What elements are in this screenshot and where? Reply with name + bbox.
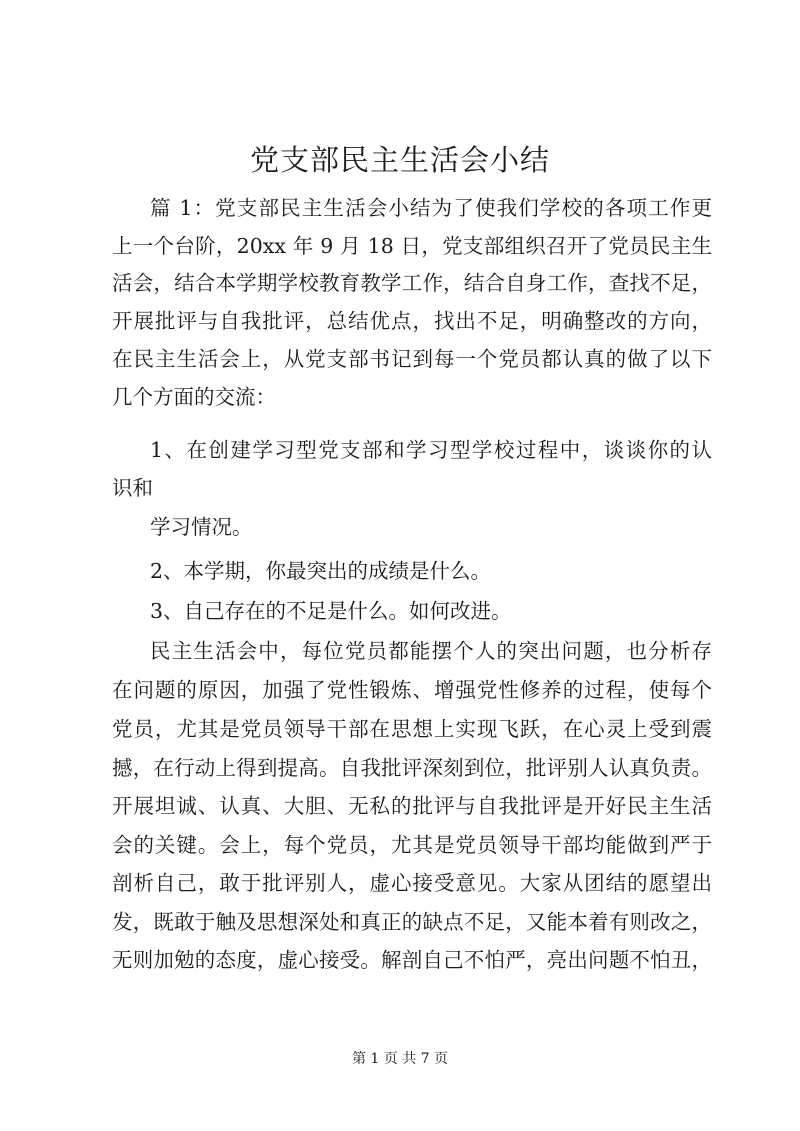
paragraph-line: 剖析自己，敢于批评别人，虚心接受意见。大家从团结的愿望出 — [112, 871, 712, 895]
paragraph-line: 上一个台阶，20xx 年 9 月 18 日，党支部组织召开了党员民主生 — [112, 234, 712, 258]
paragraph-line: 开展批评与自我批评，总结优点，找出不足，明确整改的方向， — [112, 309, 712, 333]
list-item-line: 识和 — [112, 476, 153, 500]
paragraph-line: 无则加勉的态度，虚心接受。解剖自己不怕严，亮出问题不怕丑， — [112, 948, 712, 972]
list-item-line: 1、在创建学习型党支部和学习型学校过程中，谈谈你的认 — [150, 438, 712, 462]
paragraph-line: 发，既敢于触及思想深处和真正的缺点不足，又能本着有则改之， — [112, 910, 712, 934]
document-title: 党支部民主生活会小结 — [249, 143, 550, 177]
paragraph-line: 在问题的原因，加强了党性锻炼、增强党性修养的过程，使每个 — [112, 678, 712, 702]
paragraph-line: 篇 1：党支部民主生活会小结为了使我们学校的各项工作更 — [150, 196, 712, 220]
paragraph-line: 开展坦诚、认真、大胆、无私的批评与自我批评是开好民主生活 — [112, 794, 712, 818]
list-item-line: 2、本学期，你最突出的成绩是什么。 — [150, 559, 492, 583]
list-item-line: 3、自己存在的不足是什么。如何改进。 — [150, 599, 512, 623]
paragraph-line: 在民主生活会上，从党支部书记到每一个党员都认真的做了以下 — [112, 347, 712, 371]
list-item-line: 学习情况。 — [150, 515, 253, 539]
paragraph-line: 活会，结合本学期学校教育教学工作，结合自身工作，查找不足， — [112, 271, 712, 295]
paragraph-line: 撼，在行动上得到提高。自我批评深刻到位，批评别人认真负责。 — [112, 756, 712, 780]
paragraph-line: 党员，尤其是党员领导干部在思想上实现飞跃，在心灵上受到震 — [112, 717, 712, 741]
paragraph-line: 几个方面的交流： — [112, 385, 276, 409]
paragraph-line: 会的关键。会上，每个党员，尤其是党员领导干部均能做到严于 — [112, 833, 712, 857]
paragraph-line: 民主生活会中，每位党员都能摆个人的突出问题，也分析存 — [150, 639, 712, 663]
page-footer: 第 1 页 共 7 页 — [351, 1051, 449, 1067]
